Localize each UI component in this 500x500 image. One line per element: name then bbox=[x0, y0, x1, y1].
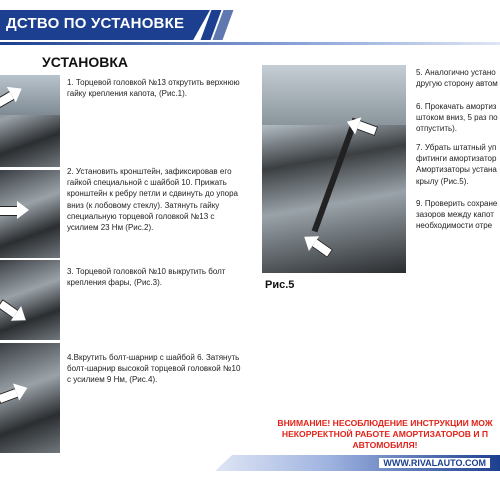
arrow-icon bbox=[0, 299, 19, 319]
header-divider bbox=[0, 42, 500, 45]
arrow-icon bbox=[0, 388, 19, 404]
warning-line-3: АВТОМОБИЛЯ! bbox=[352, 440, 418, 450]
page-title: ДСТВО ПО УСТАНОВКЕ bbox=[6, 15, 185, 32]
step-4-text: 4.Вкрутить болт-шарнир с шайбой 6. Затянуть болт-шарнир высокой торцевой головкой №10 с усилием 9 Нм, (Рис.4). bbox=[67, 353, 241, 385]
photo-step-4 bbox=[0, 343, 60, 453]
arrow-icon bbox=[0, 206, 18, 216]
section-title: УСТАНОВКА bbox=[42, 54, 129, 70]
photo-step-1 bbox=[0, 75, 60, 167]
step-5-text: 5. Аналогично устано другую сторону автом bbox=[416, 68, 498, 89]
step-7-text: 7. Убрать штатный уп фитинги амортизатор Амортизаторы устана крылу (Рис.5). bbox=[416, 143, 497, 186]
photo-step-3 bbox=[0, 260, 60, 340]
step-9-text: 9. Проверить сохране зазоров между капот необходимости отре bbox=[416, 199, 498, 231]
warning-text bbox=[270, 418, 500, 451]
step-1-text: 1. Торцевой головкой №13 открутить верхнюю гайку крепления капота, (Рис.1). bbox=[67, 78, 240, 99]
photo-step-2 bbox=[0, 170, 60, 258]
warning-line-2: НЕКОРРЕКТНОЙ РАБОТЕ АМОРТИЗАТОРОВ И П bbox=[281, 429, 489, 439]
photo-figure-5 bbox=[262, 65, 406, 273]
step-2-text: 2. Установить кронштейн, зафиксировав его гайкой специальной с шайбой 10. Прижать кронштейн к ребру петли и сдвинуть до упора вниз (к лобовому стеклу). Затянуть гайку специальную торцевой головкой №13 с усилием 23 Нм (Рис.2). bbox=[67, 167, 238, 233]
gas-strut bbox=[312, 118, 359, 233]
arrow-icon bbox=[311, 238, 333, 258]
warning-line-1: ВНИМАНИЕ! НЕСОБЛЮДЕНИЕ ИНСТРУКЦИИ МОЖ bbox=[277, 418, 493, 428]
footer-url[interactable]: WWW.RIVALAUTO.COM bbox=[379, 458, 490, 468]
figure-label: Рис.5 bbox=[265, 279, 295, 291]
step-6-text: 6. Прокачать амортиз штоком вниз, 5 раз по отпустить). bbox=[416, 102, 498, 134]
step-3-text: 3. Торцевой головкой №10 выкрутить болт крепления фары, (Рис.3). bbox=[67, 267, 226, 288]
